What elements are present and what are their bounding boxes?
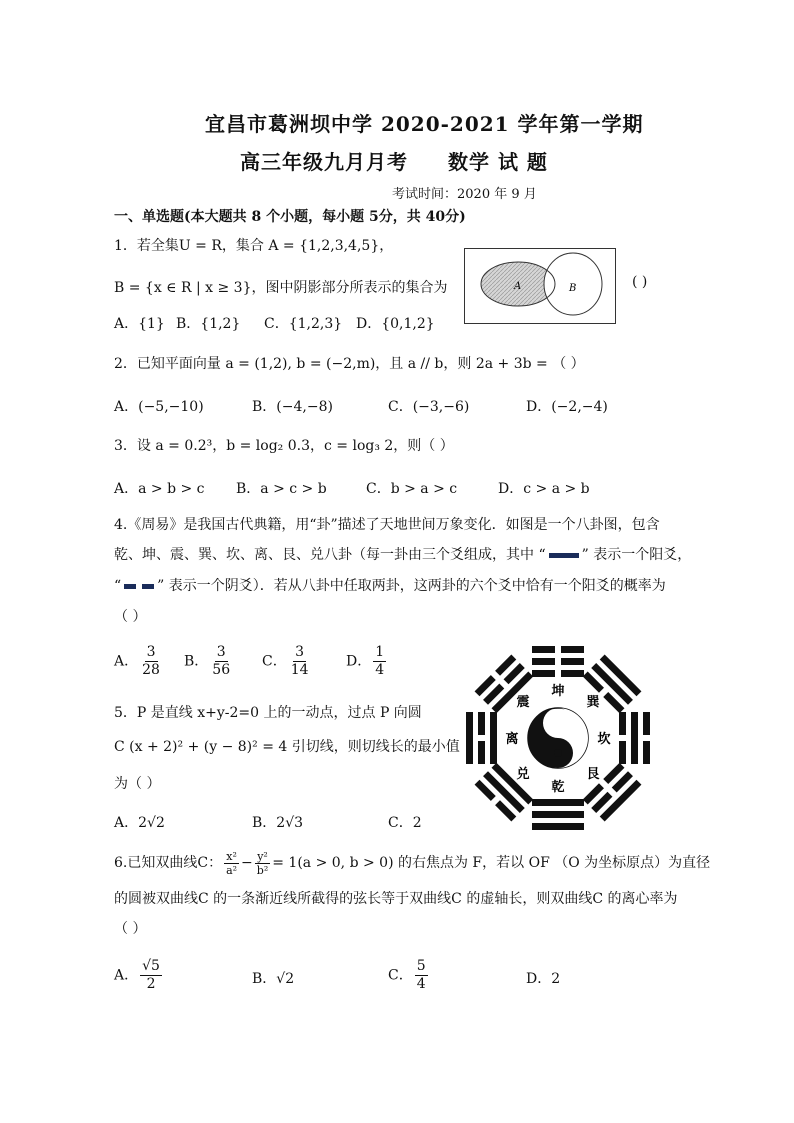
q4-option-b [184, 644, 234, 679]
exam-subject: 数学 试 题 [448, 150, 548, 174]
q4-option-a-num: 3 [146, 644, 156, 660]
q6-option-c-label: C． [388, 967, 413, 984]
q3-option-a: A．a > b > c [114, 481, 205, 497]
q4-option-b-den: 56 [212, 662, 231, 678]
q4-option-a-den: 28 [142, 662, 160, 678]
taiji-icon [528, 708, 588, 768]
q4-option-c-num: 3 [295, 644, 305, 660]
q4-option-a-label: A． [114, 653, 139, 670]
q6-option-a-num: √5 [142, 958, 160, 974]
q6-line1-b: (a > 0, b > 0) 的右焦点为 F，若以 OF （O 为坐标原点）为直径 [297, 855, 711, 871]
q6-frac-x [224, 850, 239, 877]
q4-option-d-den: 4 [375, 662, 385, 678]
bagua-label-upper-left: 震 [516, 695, 530, 710]
q2-option-d: D．(−2,−4) [526, 399, 608, 415]
q6-option-a-fraction [140, 958, 162, 993]
q6-option-c-fraction [415, 958, 428, 993]
q3-option-c: C．b > a > c [366, 481, 458, 497]
q1-option-c: C．{1,2,3} [264, 316, 343, 332]
q6-line2: 的圆被双曲线C 的一条渐近线所截得的弦长等于双曲线C 的虚轴长，则双曲线C 的离心率为 [114, 891, 678, 907]
q2-option-c: C．(−3,−6) [388, 399, 470, 415]
q3-option-b: B．a > c > b [236, 481, 327, 497]
bagua-label-top: 坤 [551, 684, 565, 699]
q4-line2 [114, 545, 691, 565]
q6-frac-x-den: a² [226, 863, 238, 877]
yang-yao-icon [549, 553, 579, 558]
bagua-label-bottom: 乾 [551, 780, 565, 795]
q4-option-c-label: C． [262, 653, 287, 670]
q4-line3-b: ” 表示一个阴爻）．若从八卦中任取两卦，这两卦的六个爻中恰有一个阳爻的概率为 [157, 578, 666, 594]
q6-frac-y [255, 850, 270, 877]
q1-option-a: A．{1} [114, 316, 165, 332]
bagua-label-lower-left: 兑 [516, 767, 530, 782]
q6-option-d: D．2 [526, 971, 561, 987]
q1-option-b: B．{1,2} [176, 316, 241, 332]
q1-option-d: D．{0,1,2} [356, 316, 435, 332]
q4-option-d-fraction [373, 644, 386, 679]
q6-option-a [114, 958, 164, 993]
bagua-label-lower-right: 艮 [586, 767, 600, 782]
q4-line2-a: 乾、坤、震、巽、坎、离、艮、兑八卦（每一卦由三个爻组成，其中 “ [114, 547, 546, 563]
trigram-right [617, 712, 652, 764]
bagua-label-right: 坎 [597, 732, 611, 747]
trigram-left [466, 712, 497, 764]
q5-option-a: A．2√2 [114, 815, 165, 831]
q4-line2-b: ” 表示一个阳爻， [581, 547, 692, 563]
q2-option-a: A．(−5,−10) [114, 399, 204, 415]
q6-option-c-den: 4 [416, 976, 426, 992]
q5-line2: C (x + 2)² + (y − 8)² = 4 引切线，则切线长的最小值 [114, 739, 460, 755]
venn-diagram [464, 248, 616, 324]
q4-option-b-fraction [210, 644, 232, 679]
q4-line1: 4.《周易》是我国古代典籍，用“卦”描述了天地世间万象变化．如图是一个八卦图，包含 [114, 517, 660, 533]
q4-line3-a: “ [114, 578, 122, 594]
bagua-label-upper-right: 巽 [586, 695, 600, 710]
q4-option-a [114, 644, 164, 679]
exam-time: 考试时间：2020 年 9 月 [392, 187, 537, 202]
q6-line1: 6.已知双曲线C： $\frac{\text{x²}}{\text{a²}}$ − $\frac{\text{y²}}{\text{b²}}$ = 1(a > 0, b > 0) 的右焦点为 F，若以 OF （O 为坐标原点）为直径 [114, 849, 711, 877]
q6-line1-a: 6.已知双曲线C： [114, 855, 223, 871]
q6-option-c [388, 958, 430, 993]
q6-option-a-label: A． [114, 967, 139, 984]
venn-label-a: A [514, 281, 522, 292]
q6-frac-y-num: y² [257, 849, 268, 863]
venn-label-b: B [569, 283, 577, 294]
q6-option-a-den: 2 [146, 976, 156, 992]
q5-option-c: C．2 [388, 815, 422, 831]
q4-option-c [262, 644, 313, 679]
q6-line3: （ ） [114, 921, 147, 937]
q2-text: 2．已知平面向量 a = (1,2), b = (−2,m)，且 a // b，则 2a + 3b = （ ） [114, 356, 585, 372]
q4-option-d [346, 644, 388, 679]
q1-answer-paren: ( ) [632, 274, 648, 290]
q1-line2: B = {x ∈ R | x ≥ 3}，图中阴影部分所表示的集合为 [114, 280, 448, 296]
bagua-diagram [458, 638, 658, 838]
yin-yao-icon [124, 584, 154, 589]
section-heading: 一、单选题(本大题共 8 个小题，每小题 5分，共 40分) [114, 209, 466, 225]
q4-option-b-label: B． [184, 653, 209, 670]
q4-option-d-label: D． [346, 653, 372, 670]
q5-line3: 为（ ） [114, 776, 161, 792]
q5-line1: 5．P 是直线 x+y-2=0 上的一动点，过点 P 向圆 [114, 705, 422, 721]
q5-option-b: B．2√3 [252, 815, 304, 831]
q4-option-d-num: 1 [375, 644, 385, 660]
q2-option-b: B．(−4,−8) [252, 399, 333, 415]
q4-line3 [114, 576, 666, 596]
q6-option-b: B．√2 [252, 971, 295, 987]
q4-option-b-num: 3 [216, 644, 226, 660]
q3-option-d: D．c > a > b [498, 481, 590, 497]
q6-option-c-num: 5 [416, 958, 426, 974]
q4-option-c-fraction [289, 644, 311, 679]
q3-text: 3．设 a = 0.2³，b = log₂ 0.3，c = log₃ 2，则（ ） [114, 438, 454, 454]
q1-line1: 1．若全集U = R，集合 A = {1,2,3,4,5}， [114, 238, 394, 254]
exam-title: 宜昌市葛洲坝中学 2020-2021 学年第一学期 [205, 112, 644, 136]
q6-eq-rhs: = 1 [272, 855, 298, 871]
exam-grade: 高三年级九月月考 [240, 150, 408, 174]
q4-option-a-fraction [140, 644, 162, 679]
q4-line4: （ ） [114, 609, 147, 625]
q6-frac-x-num: x² [226, 849, 237, 863]
q4-option-c-den: 14 [290, 662, 309, 678]
trigram-top [532, 644, 584, 680]
q6-frac-y-den: b² [256, 863, 269, 877]
bagua-label-left: 离 [505, 732, 519, 747]
trigram-bottom [532, 799, 584, 830]
